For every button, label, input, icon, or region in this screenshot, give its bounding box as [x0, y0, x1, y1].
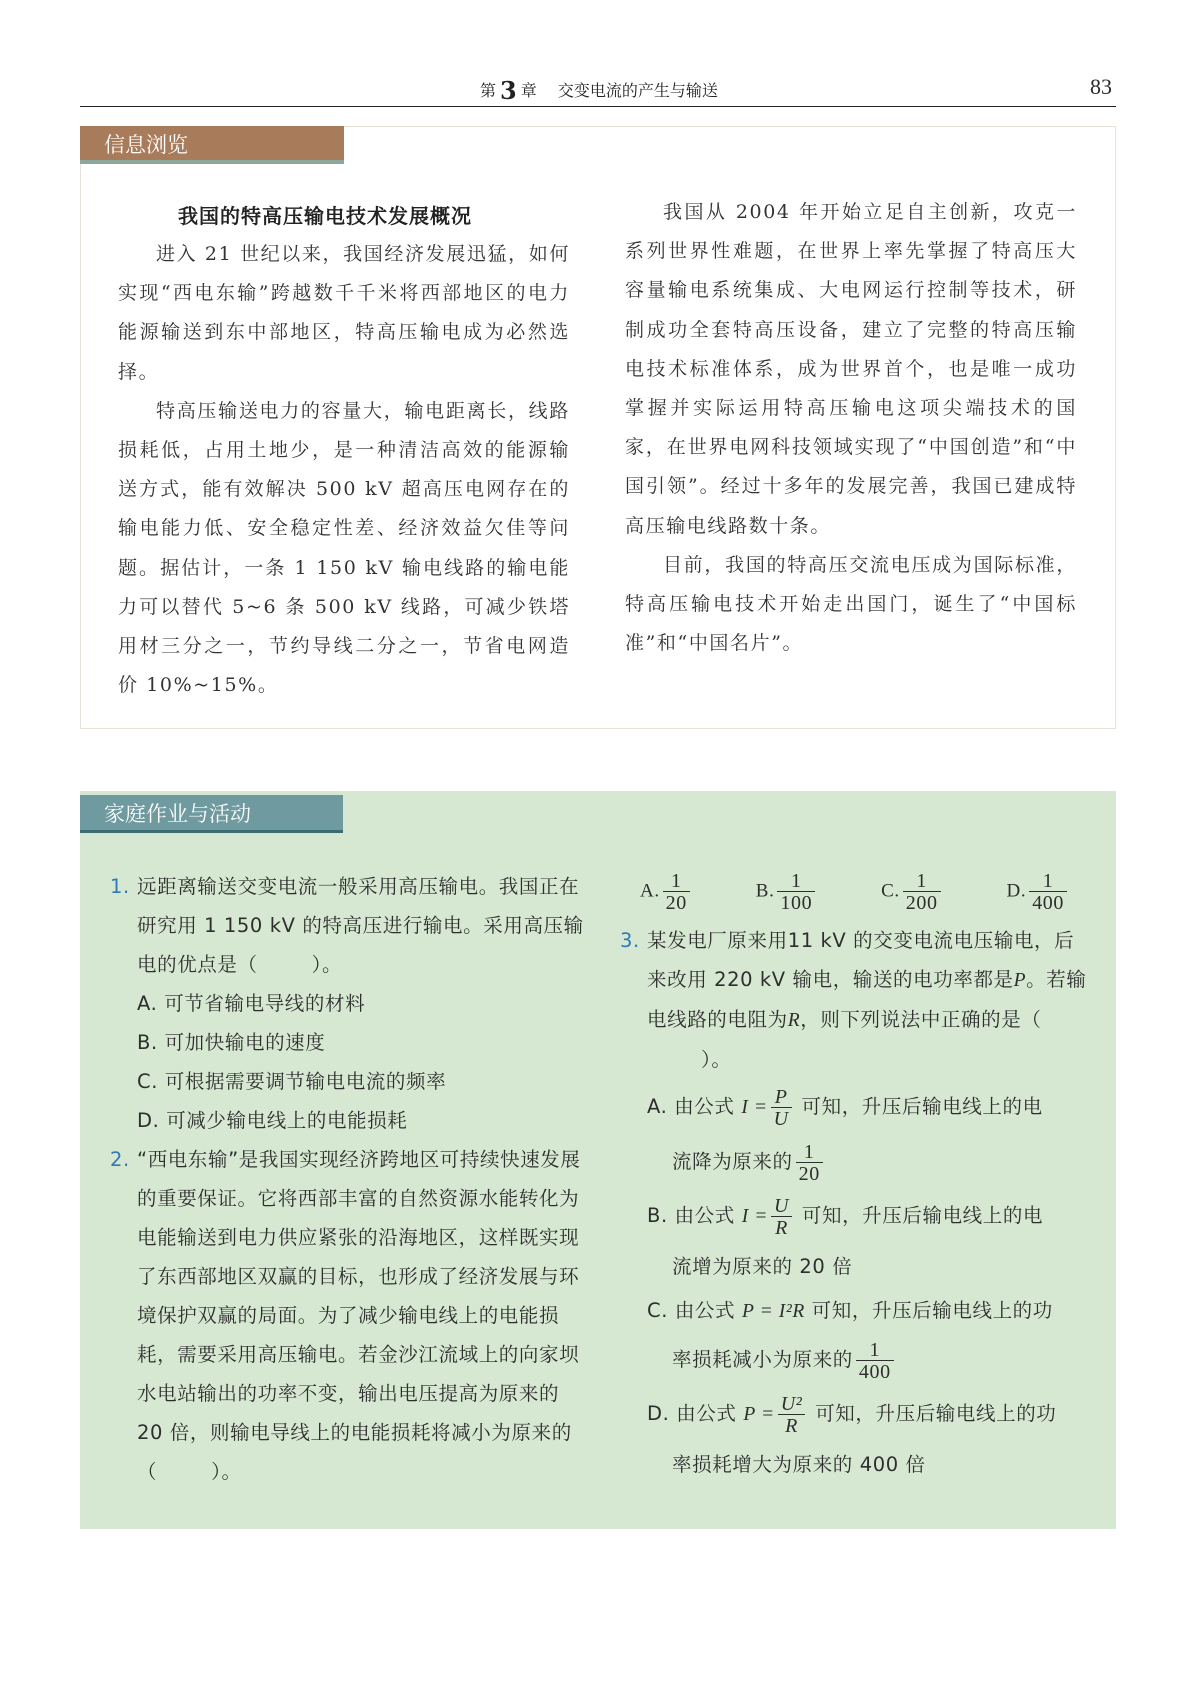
fraction	[663, 871, 690, 913]
info-paragraph: 我国从 2004 年开始立足自主创新，攻克一系列世界性难题，在世界上率先掌握了特高压大容量输电系统集成、大电网运行控制等技术，研制成功全套特高压设备，建立了完整的特高压输电技术标准体系，成为世界首个，也是唯一成功掌握并实际运用特高压输电这项尖端技术的国家，在世界电网科技领域实现了“中国创造”和“中国引领”。经过十多年的发展完善，我国已建成特高压输电线路数十条。	[625, 201, 1077, 537]
fraction	[856, 1340, 894, 1382]
homework-column-right	[620, 867, 1090, 1487]
q3-option-d	[620, 1386, 1090, 1443]
option-prefix: A. 由公式	[647, 1095, 735, 1118]
fraction	[771, 1196, 792, 1238]
fraction-numerator: 1	[1042, 870, 1054, 892]
q3-option-a-cont	[620, 1136, 1090, 1188]
question-stem-end: ）。	[311, 953, 343, 976]
option-letter: B.	[755, 880, 775, 902]
fraction	[1029, 871, 1067, 913]
question-stem: 远距离输送交变电流一般采用高压输电。我国正在研究用 1 150 kV 的特高压进行输电。采用高压输电的优点是（	[137, 875, 584, 976]
fraction-denominator: 200	[903, 891, 941, 913]
q2-option-d	[1007, 871, 1070, 913]
fraction-numerator: 1	[916, 870, 927, 892]
question-number: 3.	[620, 929, 640, 952]
fraction-denominator: 400	[856, 1360, 894, 1382]
formula: P = I²R	[741, 1301, 805, 1322]
question-2	[110, 1140, 590, 1491]
info-column-left	[118, 197, 570, 705]
chapter-prefix: 第	[480, 81, 497, 100]
option-letter: A.	[640, 880, 660, 902]
question-number: 1.	[110, 875, 130, 898]
question-stem: 。若输电线路的电阻为	[647, 968, 1087, 1031]
fraction-denominator: R	[771, 1216, 792, 1238]
fraction-numerator: P	[774, 1085, 788, 1108]
option-prefix: C. 由公式	[647, 1299, 736, 1322]
option-letter: D.	[1006, 880, 1027, 902]
page-number: 83	[1090, 74, 1112, 99]
option-prefix: D. 由公式	[647, 1402, 737, 1425]
q3-option-d-cont: 率损耗增大为原来的 400 倍	[672, 1453, 926, 1476]
option-a: A. 可节省输电导线的材料	[137, 992, 366, 1015]
fraction-denominator: U	[771, 1107, 792, 1129]
info-column-right	[625, 193, 1077, 663]
formula-lhs: P =	[743, 1404, 775, 1425]
question-1	[110, 867, 590, 984]
question-stem: ，则下列说法中正确的是（	[800, 1008, 1042, 1031]
option-text: 可知，升压后输电线上的电	[801, 1095, 1043, 1118]
question-stem-end: ）。	[211, 1460, 242, 1483]
info-paragraph: 特高压输送电力的容量大，输电距离长，线路损耗低，占用土地少，是一种清洁高效的能源输送方式，能有效解决 500 kV 超高压电网存在的输电能力低、安全稳定性差、经济效益欠佳等问题。据估计，一条 1 150 kV 输电线路的输电能力可以替代 5~6 条 500 kV 线路，可减少铁塔用材三分之一，节约导线二分之一，节省电网造价 10%~15%。	[118, 399, 570, 697]
homework-box	[80, 791, 1116, 1529]
q3-option-c-cont	[620, 1334, 1090, 1386]
fraction-denominator: 400	[1029, 891, 1067, 913]
question-stem: “西电东输”是我国实现经济跨地区可持续快速发展的重要保证。它将西部丰富的自然资源水能转化为电能输送到电力供应紧张的沿海地区，这样既实现了东西部地区双赢的目标，也形成了经济发展与环境保护双赢的局面。为了减少输电线上的电能损耗，需要采用高压输电。若金沙江流域上的向家坝水电站输出的功率不变，输出电压提高为原来的 20 倍，则输电导线上的电能损耗将减小为原来的（	[137, 1148, 581, 1483]
fraction-denominator: R	[778, 1414, 806, 1436]
fraction-numerator: U	[774, 1194, 790, 1217]
option-b: B. 可加快输电的速度	[137, 1031, 326, 1054]
chapter-number: 3	[500, 76, 517, 105]
chapter-suffix: 章	[520, 81, 537, 100]
question-3	[620, 921, 1090, 1079]
question-stem-end: ）。	[701, 1048, 732, 1071]
option-text: 率损耗减小为原来的	[672, 1348, 853, 1371]
q2-option-c	[881, 871, 943, 913]
info-paragraph: 目前，我国的特高压交流电压成为国际标准，特高压输电技术开始走出国门，诞生了“中国标准”和“中国名片”。	[625, 553, 1077, 655]
homework-tab: 家庭作业与活动	[80, 795, 343, 833]
option-c: C. 可根据需要调节输电电流的频率	[137, 1070, 447, 1093]
option-d: D. 可减少输电线上的电能损耗	[137, 1109, 408, 1132]
formula-lhs: I =	[741, 1097, 768, 1118]
fraction	[771, 1087, 792, 1129]
q2-option-a	[640, 871, 693, 913]
q3-option-b-cont: 流增为原来的 20 倍	[672, 1255, 853, 1278]
q3-option-a	[620, 1079, 1090, 1136]
formula-lhs: I =	[741, 1206, 769, 1227]
fraction-numerator: U²	[780, 1392, 803, 1415]
fraction-denominator: 20	[663, 891, 690, 913]
q3-option-c	[620, 1289, 1090, 1334]
option-text: 可知，升压后输电线上的功	[811, 1299, 1053, 1322]
q2-options	[620, 867, 1090, 917]
chapter-heading	[480, 76, 718, 105]
fraction	[903, 871, 941, 913]
option-letter: C.	[881, 880, 900, 902]
info-tab: 信息浏览	[80, 126, 344, 164]
fraction-denominator: 20	[796, 1162, 823, 1184]
q3-option-b	[620, 1188, 1090, 1245]
article-title: 我国的特高压输电技术发展概况	[178, 204, 472, 228]
fraction-numerator: 1	[670, 870, 682, 892]
fraction	[777, 871, 815, 913]
fraction-numerator: 1	[791, 870, 802, 892]
info-box	[80, 126, 1116, 729]
chapter-title: 交变电流的产生与输送	[557, 81, 718, 100]
info-paragraph: 进入 21 世纪以来，我国经济发展迅猛，如何实现“西电东输”跨越数千千米将西部地区的电力能源输送到东中部地区，特高压输电成为必然选择。	[118, 243, 570, 383]
fraction-denominator: 100	[777, 891, 815, 913]
question-stem: 某发电厂原来用11 kV 的交变电流电压输电，后来改用 220 kV 输电，输送的电功率都是	[647, 929, 1075, 991]
fraction-numerator: 1	[869, 1338, 881, 1361]
homework-column-left	[110, 867, 590, 1491]
fraction-numerator: 1	[803, 1140, 815, 1163]
symbol-p: P	[1013, 970, 1027, 991]
option-text: 可知，升压后输电线上的功	[815, 1402, 1057, 1425]
symbol-r: R	[787, 1010, 801, 1031]
option-text: 可知，升压后输电线上的电	[801, 1204, 1044, 1227]
fraction	[778, 1394, 806, 1436]
option-text: 流降为原来的	[672, 1150, 793, 1173]
option-prefix: B. 由公式	[647, 1204, 735, 1227]
question-number: 2.	[110, 1148, 130, 1171]
fraction	[796, 1142, 823, 1184]
q2-option-b	[756, 871, 818, 913]
page-header	[80, 72, 1116, 107]
